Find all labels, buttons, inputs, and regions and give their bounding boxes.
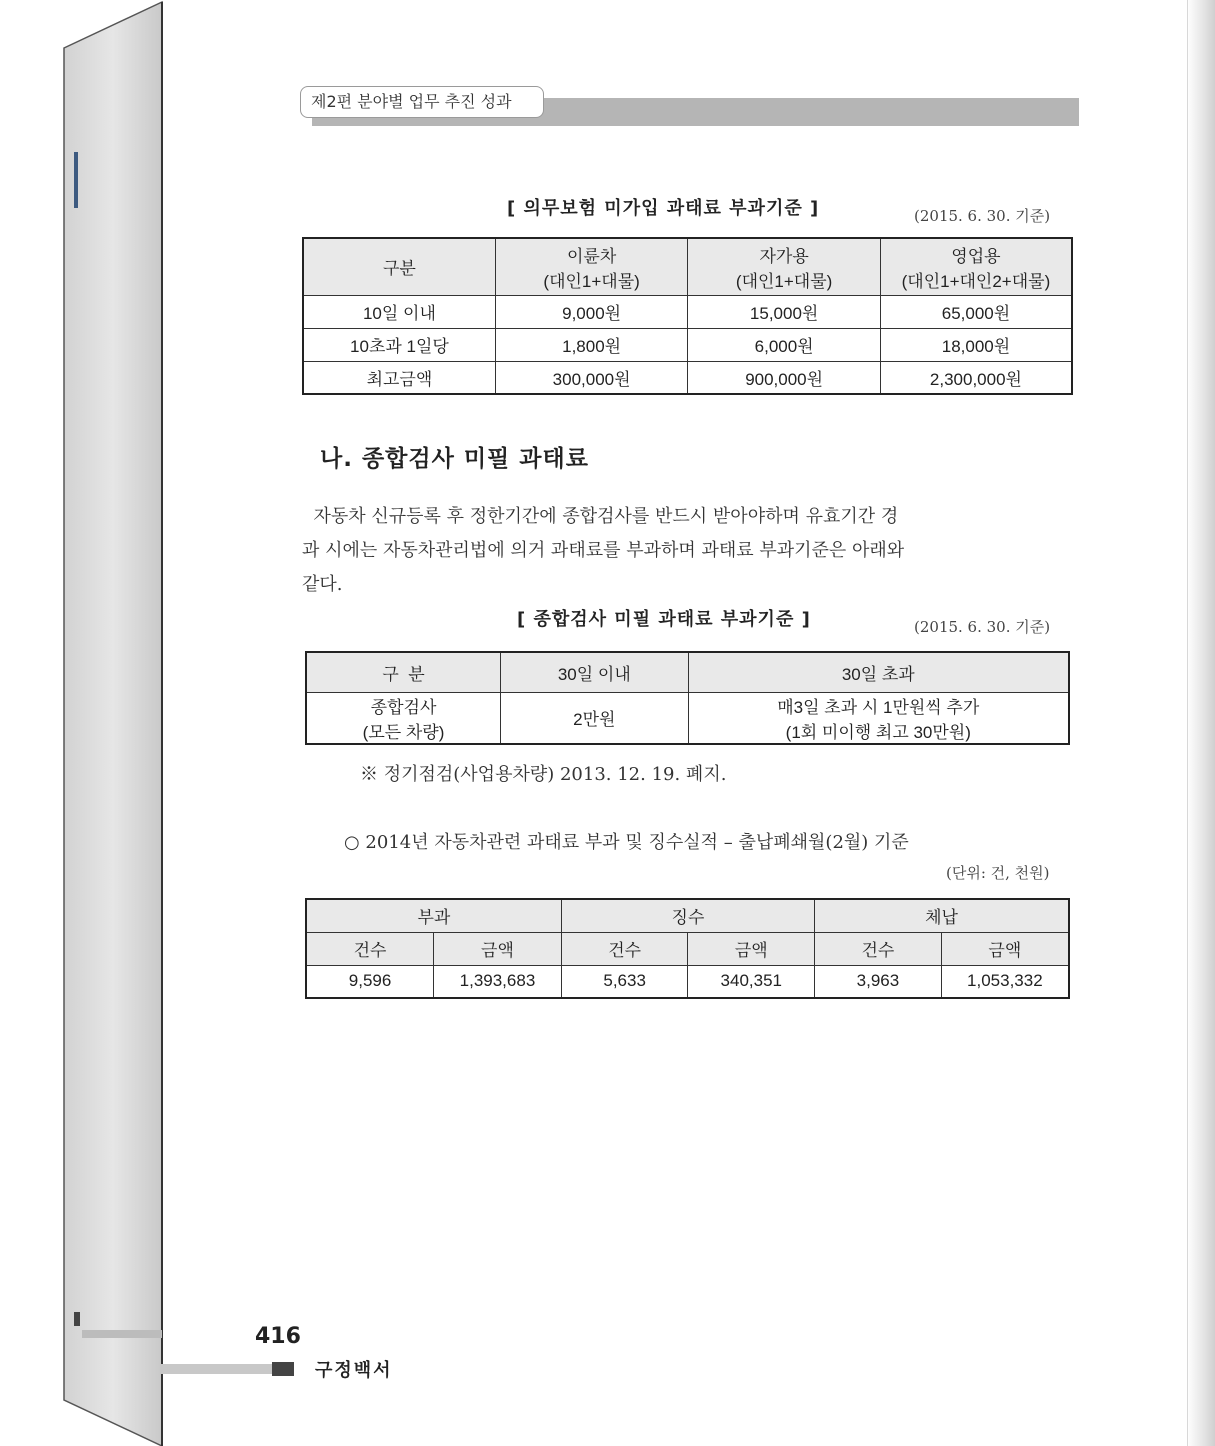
running-header: [300, 86, 544, 118]
table-cell: 18,000원: [880, 328, 1072, 361]
table-cell: 1,800원: [495, 328, 688, 361]
table-cell: 6,000원: [688, 328, 881, 361]
header-cell: 구분: [303, 238, 495, 295]
footer-title: 구정백서: [315, 1360, 393, 1381]
header-cell: 이륜차 (대인1+대물): [495, 238, 688, 295]
table-cell: 900,000원: [688, 361, 881, 394]
table-cell: 10일 이내: [303, 295, 495, 328]
header-cell: 금액: [434, 932, 562, 965]
table-header-row: [303, 238, 1072, 295]
header-cell: 자가용 (대인1+대물): [688, 238, 881, 295]
table-cell: 2만원: [501, 692, 689, 744]
page-edge: [1187, 0, 1215, 1446]
table-cell: 1,393,683: [434, 965, 562, 998]
bullet-note: ○ 2014년 자동차관련 과태료 부과 및 징수실적 – 출납폐쇄월(2월) 기준: [344, 832, 909, 853]
table-cell: 9,596: [306, 965, 434, 998]
table-row: [306, 965, 1069, 998]
table-cell: 65,000원: [880, 295, 1072, 328]
table-cell: 9,000원: [495, 295, 688, 328]
header-cell: 건수: [561, 932, 688, 965]
table-cell: 10초과 1일당: [303, 328, 495, 361]
table-cell: 1,053,332: [941, 965, 1069, 998]
footer-block: [272, 1362, 294, 1376]
header-cell: 구 분: [306, 652, 501, 692]
header-cell: 건수: [306, 932, 434, 965]
table-cell: 매3일 초과 시 1만원씩 추가 (1회 미이행 최고 30만원): [688, 692, 1069, 744]
paragraph-line: 자동차 신규등록 후 정한기간에 종합검사를 반드시 받아야하며 유효기간 경: [302, 506, 899, 527]
table-row: [303, 295, 1072, 328]
inspection-penalty-table: [305, 651, 1070, 745]
table1-date-note: (2015. 6. 30. 기준): [914, 207, 1051, 225]
table-row: [303, 328, 1072, 361]
table-cell: 2,300,000원: [880, 361, 1072, 394]
table-row: [306, 692, 1069, 744]
table-cell: 340,351: [688, 965, 815, 998]
table-cell: 300,000원: [495, 361, 688, 394]
unit-note: (단위: 건, 천원): [946, 864, 1050, 882]
header-cell: 건수: [815, 932, 942, 965]
table-row: [303, 361, 1072, 394]
penalty-collection-table: [305, 898, 1070, 999]
table-header-row: [306, 932, 1069, 965]
group-header-cell: 체납: [815, 899, 1069, 932]
header-cell: 30일 이내: [501, 652, 689, 692]
header-cell: 금액: [688, 932, 815, 965]
page-number: 416: [255, 1324, 301, 1349]
header-cell: 30일 초과: [688, 652, 1069, 692]
group-header-cell: 부과: [306, 899, 561, 932]
book-spine: [0, 0, 170, 1446]
group-header-cell: 징수: [561, 899, 814, 932]
table2-caption: [ 종합검사 미필 과태료 부과기준 ]: [517, 609, 811, 630]
footer-bar: [160, 1364, 272, 1374]
table1-caption: [ 의무보험 미가입 과태료 부과기준 ]: [507, 198, 820, 219]
table-header-row: [306, 652, 1069, 692]
abolished-note: ※ 정기점검(사업용차량) 2013. 12. 19. 폐지.: [360, 764, 727, 785]
section-heading: 나. 종합검사 미필 과태료: [320, 446, 589, 472]
header-cell: 영업용 (대인1+대인2+대물): [880, 238, 1072, 295]
table-cell: 3,963: [815, 965, 942, 998]
table2-date-note: (2015. 6. 30. 기준): [914, 618, 1051, 636]
table-cell: 5,633: [561, 965, 688, 998]
table-cell: 15,000원: [688, 295, 881, 328]
body-paragraph: [302, 500, 1074, 602]
header-cell: 금액: [941, 932, 1069, 965]
table-cell: 종합검사 (모든 차량): [306, 692, 501, 744]
paragraph-line: 같다.: [302, 574, 343, 595]
table-cell: 최고금액: [303, 361, 495, 394]
table-group-header-row: [306, 899, 1069, 932]
page-edge-line: [1187, 0, 1188, 1446]
insurance-penalty-table: [302, 237, 1073, 395]
running-header-text: 제2편 분야별 업무 추진 성과: [311, 92, 512, 111]
paragraph-line: 과 시에는 자동차관리법에 의거 과태료를 부과하며 과태료 부과기준은 아래와: [302, 540, 905, 561]
